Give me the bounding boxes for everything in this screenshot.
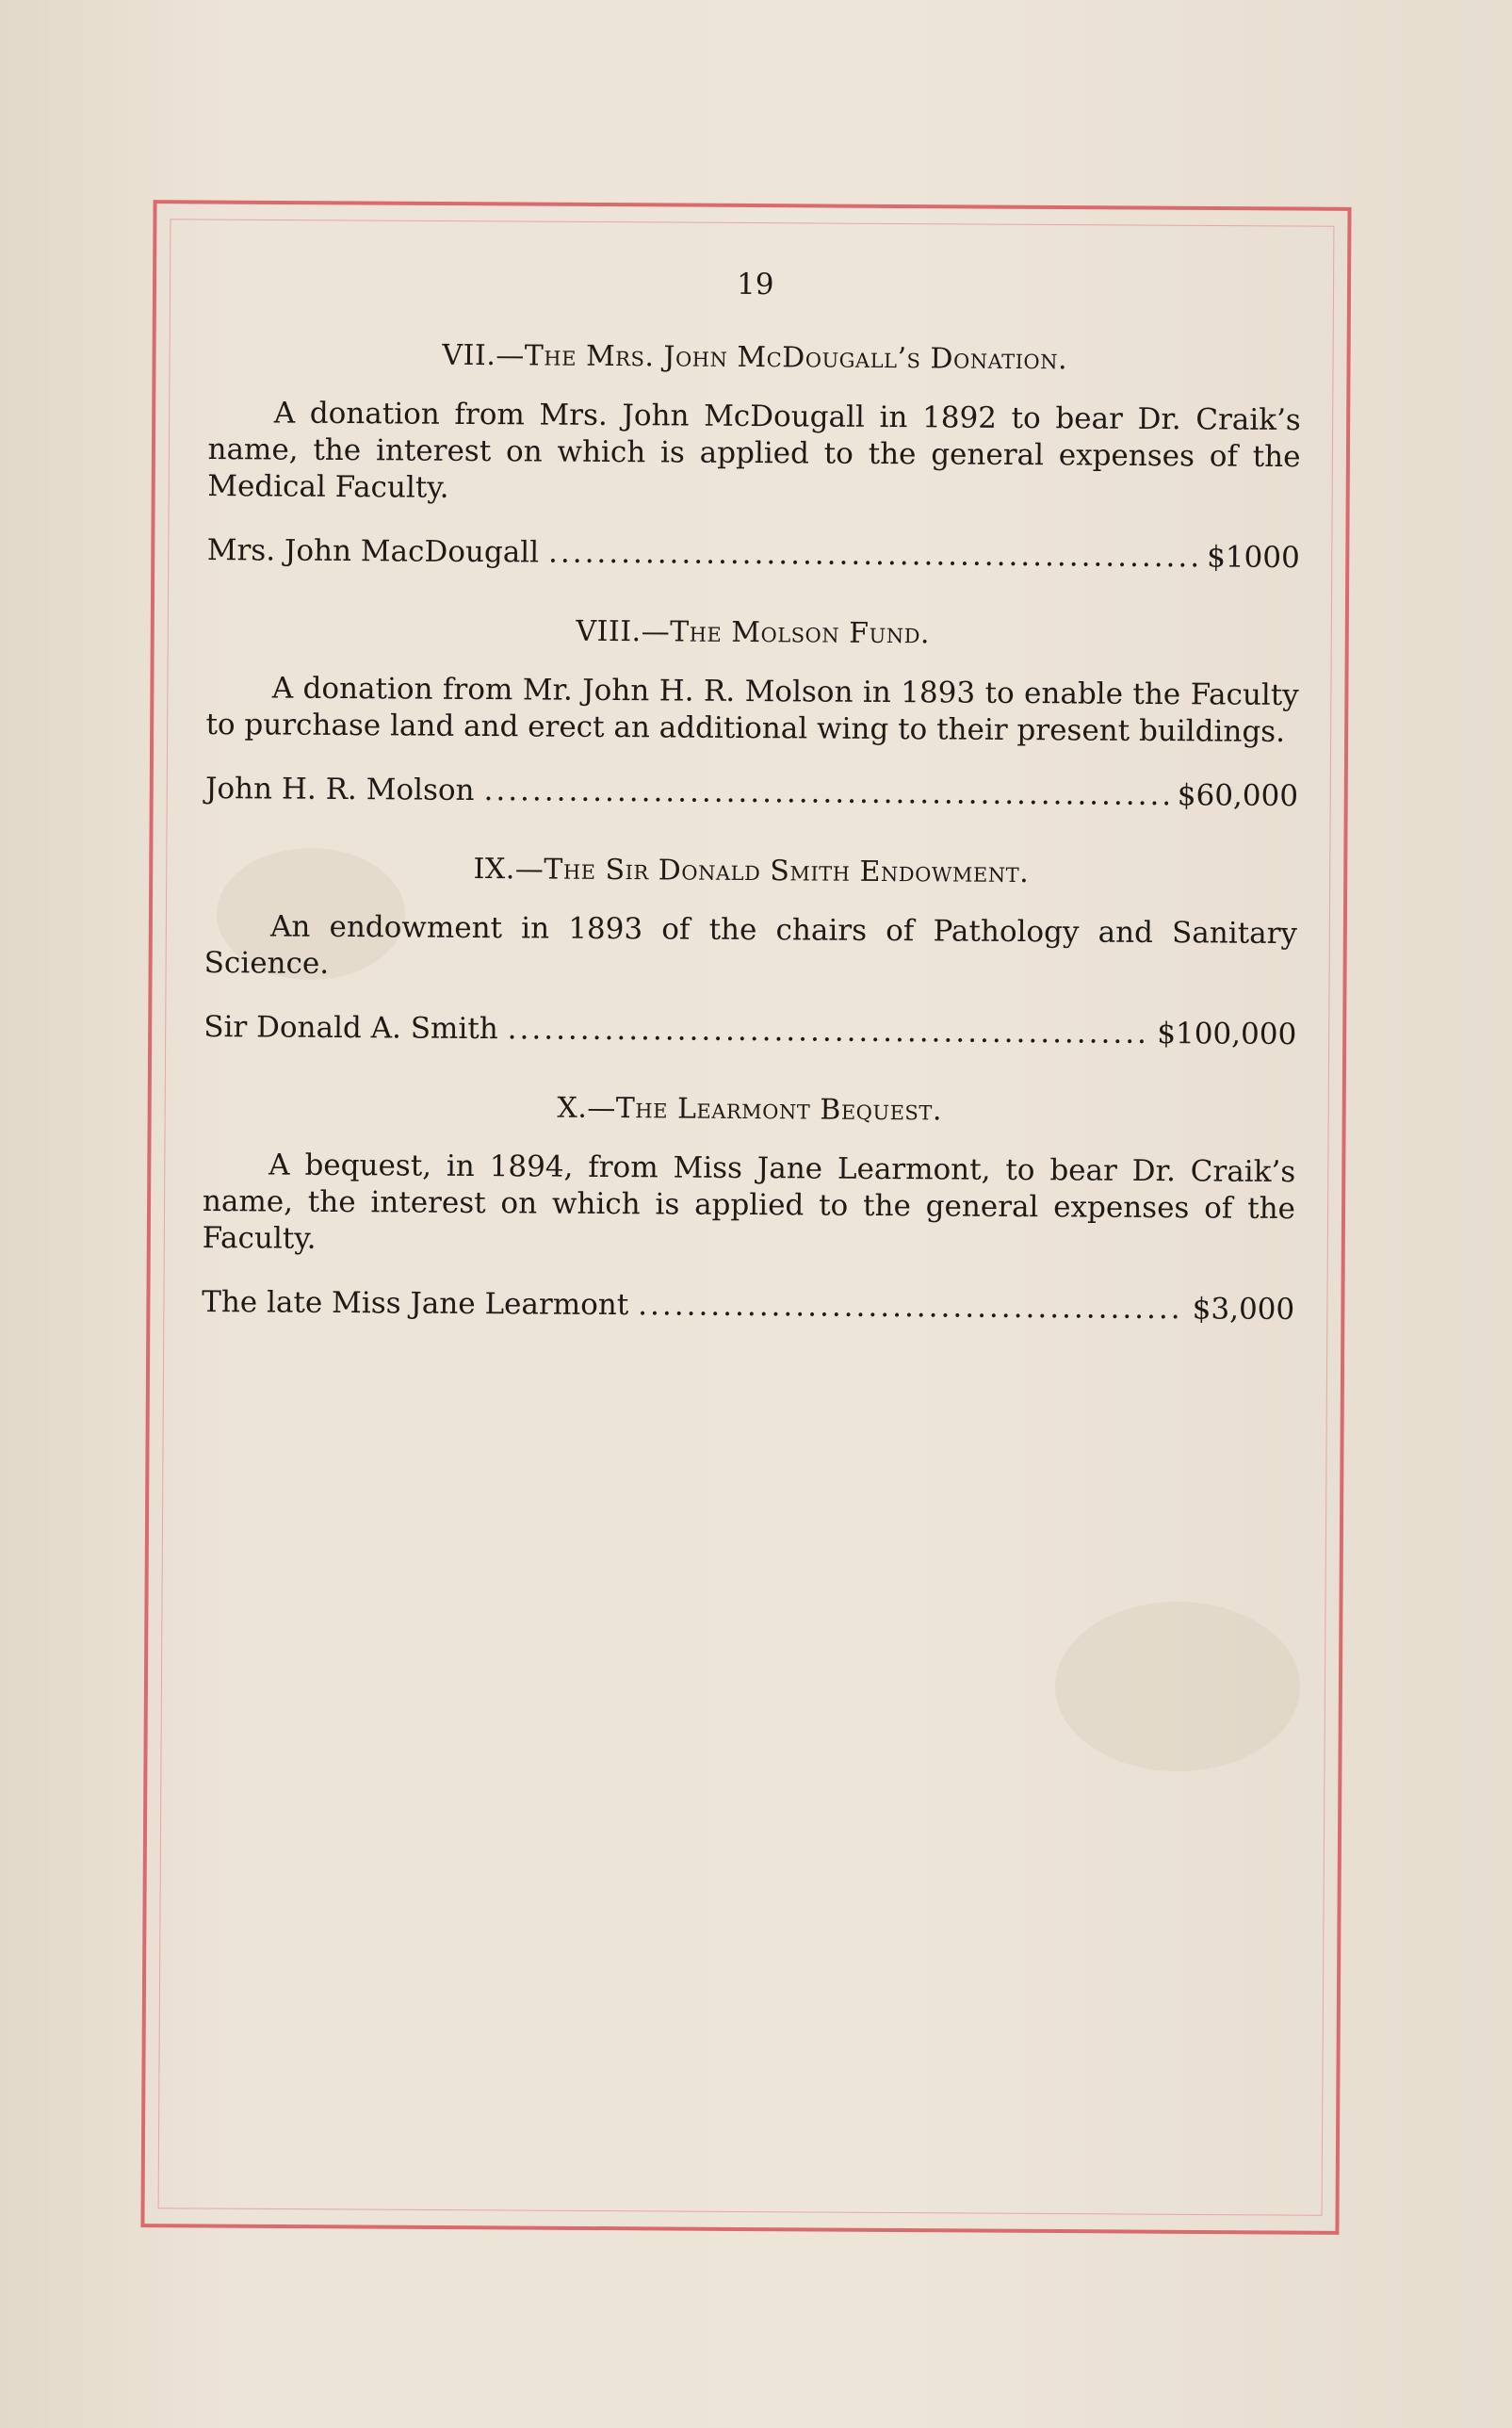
- heading-number: VIII.—: [576, 614, 671, 649]
- page-number: 19: [736, 267, 774, 302]
- dot-leader: [638, 1288, 1183, 1326]
- donation-entry: [202, 1285, 1294, 1327]
- page-content: [202, 254, 1302, 1372]
- heading-number: VII.—: [442, 338, 525, 373]
- section-paragraph: A donation from Mr. John H. R. Molson in 1893 to enable the Faculty to purchase land and erect an additional wing to their present buildings.: [205, 671, 1299, 749]
- donation-entry: [207, 533, 1300, 575]
- dot-leader: [548, 536, 1197, 575]
- section-heading: [203, 1089, 1296, 1130]
- section-paragraph: A donation from Mrs. John McDougall in 1892 to bear Dr. Craik’s name, the interest on which is applied to the general expenses of the Medical Faculty.: [207, 396, 1301, 505]
- section-heading: [204, 851, 1297, 891]
- section-viii: [205, 612, 1299, 813]
- heading-title: The Molson Fund.: [670, 615, 931, 651]
- donation-amount: $60,000: [1177, 778, 1299, 814]
- donor-name: Mrs. John MacDougall: [206, 532, 540, 570]
- section-ix: [203, 851, 1297, 1051]
- dot-leader: [508, 1012, 1148, 1051]
- section-x: [202, 1089, 1296, 1327]
- section-paragraph: An endowment in 1893 of the chairs of Pathology and Sanitary Science.: [203, 909, 1298, 981]
- heading-title: The Mrs. John McDougall’s Donation.: [524, 339, 1068, 377]
- section-vii: [207, 337, 1302, 575]
- donor-name: Sir Donald A. Smith: [203, 1009, 498, 1047]
- donation-entry: [203, 1010, 1296, 1051]
- donation-amount: $1000: [1207, 540, 1300, 576]
- donor-name: John H. R. Molson: [204, 771, 475, 807]
- heading-number: IX.—: [473, 852, 545, 887]
- section-heading: [206, 612, 1299, 653]
- section-heading: [208, 337, 1301, 378]
- donation-amount: $100,000: [1157, 1017, 1297, 1052]
- donation-amount: $3,000: [1192, 1292, 1295, 1328]
- donation-entry: [205, 772, 1298, 813]
- heading-number: X.—: [557, 1091, 616, 1126]
- dot-leader: [483, 774, 1167, 812]
- heading-title: The Learmont Bequest.: [615, 1092, 943, 1128]
- donor-name: The late Miss Jane Learmont: [202, 1284, 629, 1323]
- heading-title: The Sir Donald Smith Endowment.: [544, 853, 1030, 890]
- section-paragraph: A bequest, in 1894, from Miss Jane Learmont, to bear Dr. Craik’s name, the interest on which is applied to the general expenses of the Faculty.: [202, 1148, 1296, 1256]
